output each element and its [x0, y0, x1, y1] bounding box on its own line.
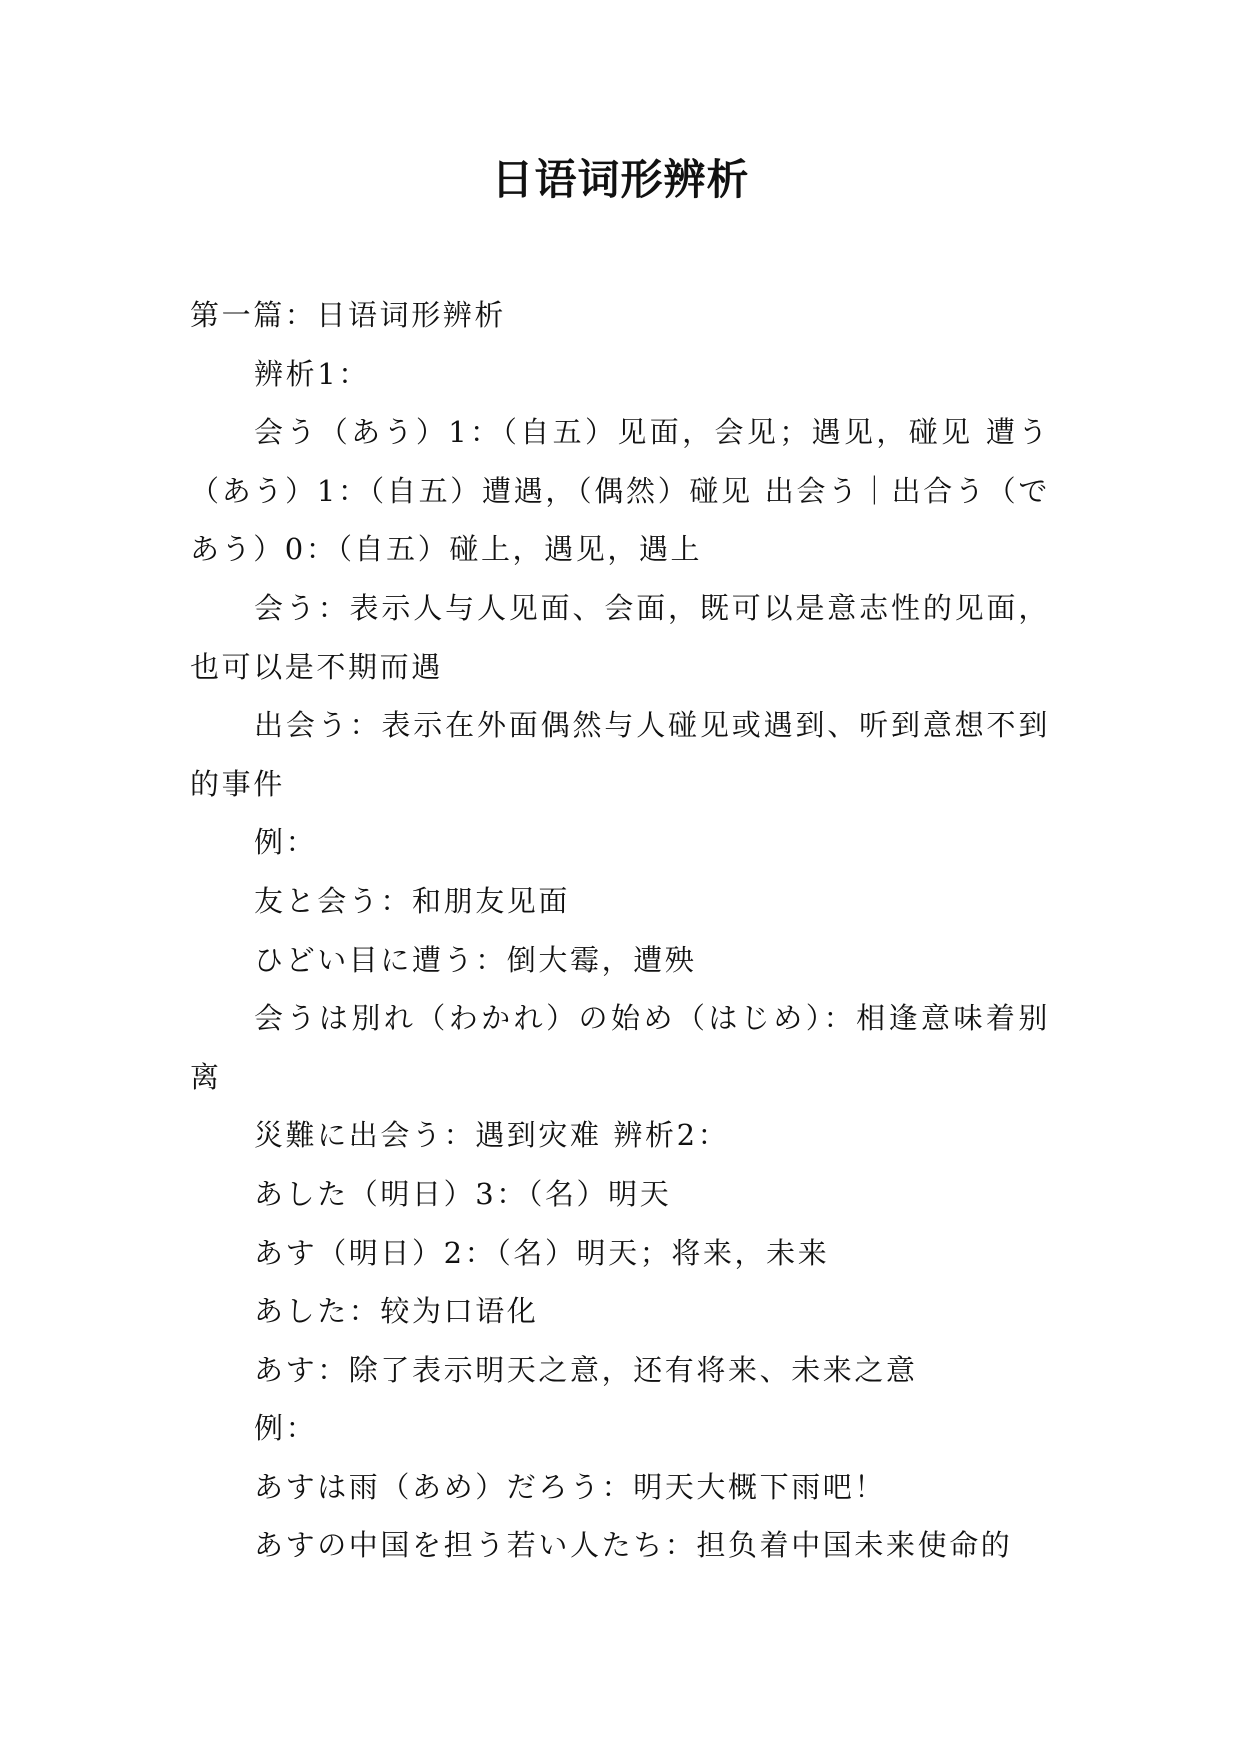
body-paragraph: 災難に出会う：遇到灾难 辨析2：: [254, 1118, 730, 1153]
body-paragraph: あすの中国を担う若い人たち：担负着中国未来使命的: [254, 1528, 1013, 1563]
body-paragraph: 会う：表示人与人见面、会面，既可以是意志性的见面，也可以是不期而遇: [190, 590, 1050, 684]
document-title: 日语词形辨析: [491, 155, 750, 204]
body-paragraph: ひどい目に遭う：倒大霉，遭殃: [254, 942, 697, 977]
body-paragraph: 出会う：表示在外面偶然与人碰见或遇到、听到意想不到的事件: [190, 708, 1050, 801]
body-paragraph: 会う（あう）1：（自五）见面，会见；遇见，碰见 遭う（あう）1：（自五）遭遇，（偶然）碰见 出会う｜出合う（であう）0：（自五）碰上，遇见，遇上: [190, 415, 1050, 567]
body-paragraph: 第一篇：日语词形辨析: [190, 298, 507, 332]
body-paragraph: 辨析1：: [254, 356, 370, 391]
document-body: [190, 286, 1050, 1575]
body-paragraph: 例：: [254, 1411, 318, 1446]
body-paragraph: あした（明日）3：（名）明天: [254, 1176, 672, 1211]
body-paragraph: あす（明日）2：（名）明天；将来，未来: [254, 1235, 830, 1270]
body-paragraph: あした：较为口语化: [254, 1294, 539, 1329]
body-paragraph: あすは雨（あめ）だろう：明天大概下雨吧！: [254, 1469, 887, 1504]
body-paragraph: あす：除了表示明天之意，还有将来、未来之意: [254, 1352, 918, 1387]
body-paragraph: 友と会う：和朋友见面: [254, 883, 571, 918]
body-paragraph: 例：: [254, 825, 318, 860]
body-paragraph: 会うは別れ（わかれ）の始め（はじめ）：相逢意味着别离: [190, 1001, 1050, 1094]
